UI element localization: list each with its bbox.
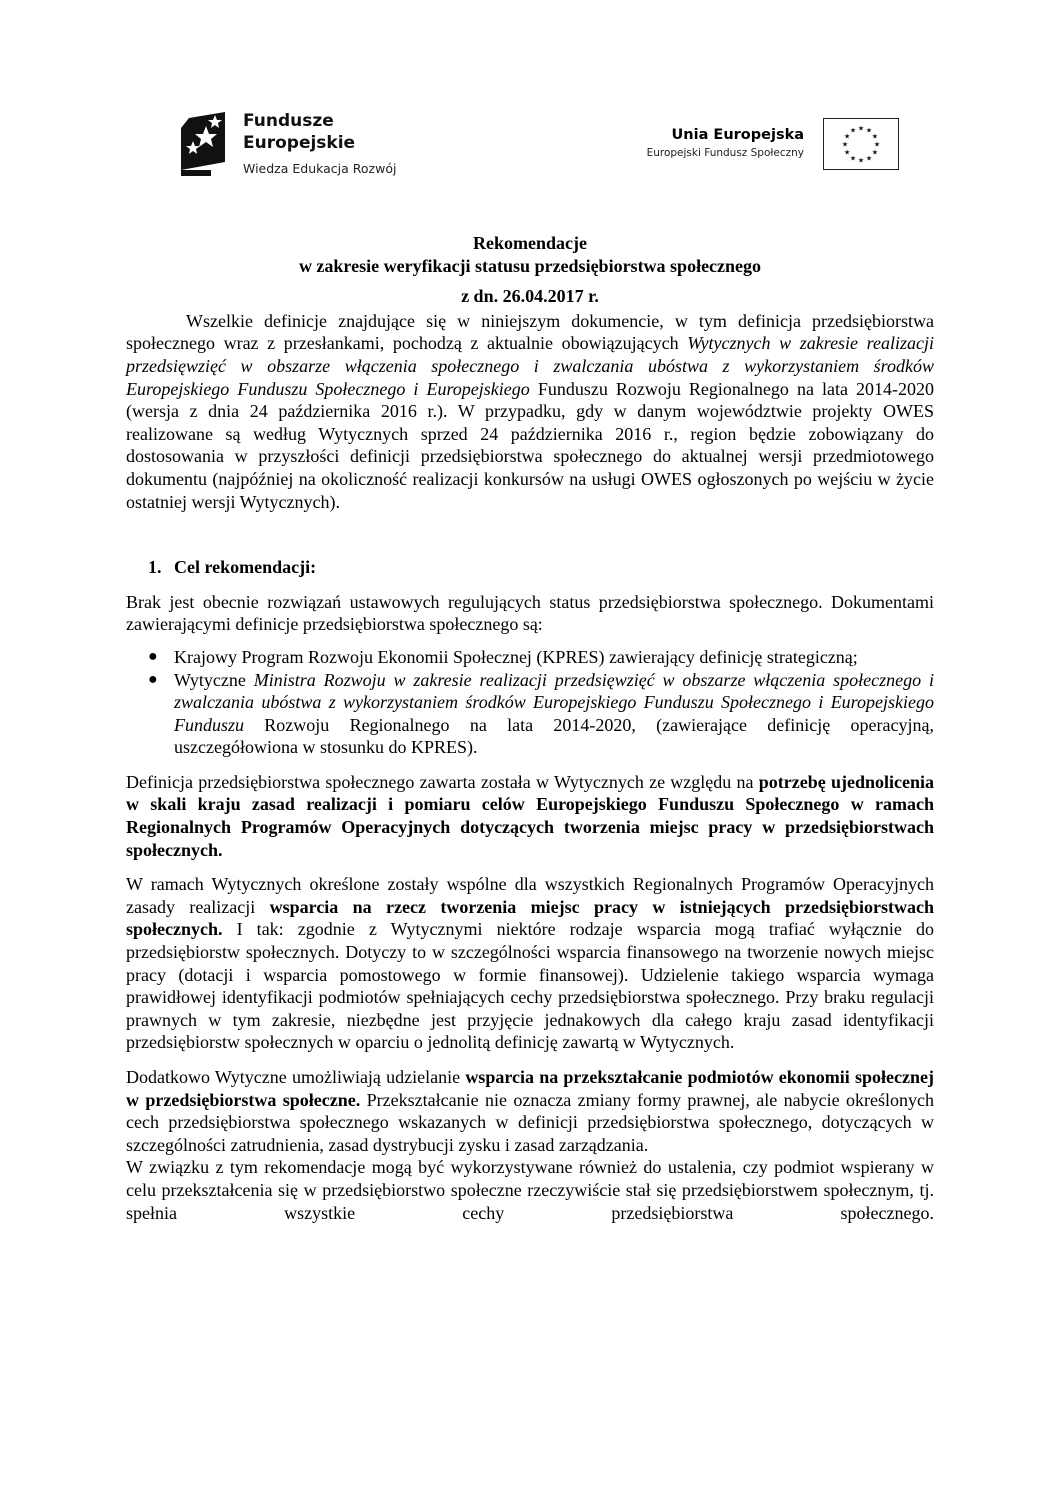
para3-bold: wsparcia na rzecz tworzenia miejsc pracy w istniejących przedsiębiorstwach społecznych. <box>126 896 935 940</box>
definitions-list <box>126 646 934 759</box>
eu-star-icon: ★ <box>857 124 865 133</box>
list-item <box>126 669 934 759</box>
document-body <box>126 232 934 1224</box>
intro-text-2: Funduszu Rozwoju Regionalnego na lata 2014-2020 (wersja z dnia 24 października 2016 r.). W przypadku, gdy w danym województwie projekty OWES realizowane są według Wytycznych sprzed 24 października 2016 r., region będzie zobowiązany do dostosowania w przyszłości definicji przedsiębiorstwa społecznego do aktualnej wersji przedmiotowego dokumentu (najpóźniej na okoliczność realizacji konkursów na usługi OWES ogłoszonych po wejściu w życie ostatniej wersji Wytycznych). <box>126 378 934 512</box>
logo-ue-title: Unia Europejska <box>671 127 804 143</box>
para3-text: W ramach Wytycznych określone zostały wspólne dla wszystkich Regionalnych Programów Operacyjnych zasady realizacji <box>126 874 934 917</box>
paragraph-verification: W związku z tym rekomendacje mogą być wykorzystywane również do ustalenia, czy podmiot wspierany w celu przekształcenia się w przedsiębiorstwo społeczne rzeczywiście stał się przedsiębiorstwem społecznym, tj. spełnia wszystkie cechy przedsiębiorstwa społecznego. <box>126 1157 934 1223</box>
unia-europejska-logo <box>619 115 899 175</box>
bullet-icon: ● <box>148 647 158 665</box>
eu-star-icon: ★ <box>865 126 873 135</box>
fundusze-europejskie-logo <box>181 110 421 190</box>
list-item-italic: Ministra Rozwoju w zakresie realizacji przedsięwzięć w obszarze włączenia społecznego i zwalczania ubóstwa z wykorzystaniem środków Europejskiego Funduszu Społecznego i Europejskiego Funduszu <box>174 669 934 735</box>
eu-star-icon: ★ <box>857 156 865 165</box>
eu-star-icon: ★ <box>873 140 881 149</box>
bullet-icon: ● <box>148 670 158 688</box>
intro-italic: Wytycznych w zakresie realizacji przedsięwzięć w obszarze włączenia społecznego i zwalczania ubóstwa z wykorzystaniem środków Europejskiego Funduszu Społecznego i Europejskiego <box>126 333 934 399</box>
document-title <box>126 232 934 277</box>
para4-text-2: Przekształcanie nie oznacza zmiany formy prawnej, ale nabycie określonych cech przedsiębiorstwa społecznego wskazanych w definicji przedsiębiorstwa społecznego, dotyczących w szczególności zatrudnienia, zasad dystrybucji zysku i zasad zarządzania. <box>126 1089 934 1155</box>
eu-star-icon: ★ <box>849 126 857 135</box>
logo-ue-subtitle: Europejski Fundusz Społeczny <box>646 147 804 159</box>
intro-text-1: Wszelkie definicje znajdujące się w niniejszym dokumencie, w tym definicja przedsiębiorstwa społecznego wraz z przesłankami, pochodzą z aktualnie obowiązujących <box>126 310 934 354</box>
list-item-text: Krajowy Program Rozwoju Ekonomii Społecznej (KPRES) zawierający definicję strategiczną; <box>174 646 858 667</box>
list-item <box>126 646 934 669</box>
fundusze-europejskie-mark-icon <box>181 112 231 176</box>
paragraph-definition <box>126 771 934 861</box>
section-lead: Brak jest obecnie rozwiązań ustawowych regulujących status przedsiębiorstwa społecznego. Dokumentami zawierającymi definicje przedsiębiorstwa społecznego są: <box>126 591 934 635</box>
section-title: Cel rekomendacji: <box>174 557 317 578</box>
title-line-2: w zakresie weryfikacji statusu przedsiębiorstwa społecznego <box>298 255 762 276</box>
list-item-pre: Wytyczne <box>174 669 254 690</box>
list-item-post: Rozwoju Regionalnego na lata 2014-2020, (zawierające definicję operacyjną, uszczegółowiona w stosunku do KPRES). <box>174 714 934 758</box>
section-number: 1. <box>148 557 162 578</box>
section-heading <box>148 556 934 579</box>
eu-star-icon: ★ <box>841 140 849 149</box>
para4-text: Dodatkowo Wytyczne umożliwiają udzielanie <box>126 1067 466 1087</box>
eu-star-icon: ★ <box>865 154 873 163</box>
eu-flag-icon <box>823 118 899 170</box>
eu-star-icon: ★ <box>849 154 857 163</box>
para3-text-2: I tak: zgodnie z Wytycznymi niektóre rodzaje wsparcia mogą trafiać wyłącznie do przedsiębiorstw społecznych. Dotyczy to w szczególności wsparcia finansowego na tworzenie nowych miejsc pracy (dotacji i wsparcia pomostowego w formie finansowej). Udzielenie takiego wsparcia wymaga prawidłowej identyfikacji podmiotów spełniających cechy przedsiębiorstwa społecznego. Przy braku regulacji prawnych w tym zakresie, niezbędne jest przyjęcie jednakowych dla całego kraju zasad identyfikacji przedsiębiorstw społecznych w oparciu o jednolitą definicję zawartą w Wytycznych. <box>126 919 934 1053</box>
paragraph-transformation <box>126 1066 934 1156</box>
title-line-1: Rekomendacje <box>473 233 587 253</box>
paragraph-support <box>126 873 934 1054</box>
eu-star-icon: ★ <box>844 148 851 157</box>
intro-paragraph <box>126 310 934 513</box>
document-date: z dn. 26.04.2017 r. <box>461 286 599 307</box>
eu-star-icon: ★ <box>871 148 878 157</box>
logo-europejskie-text: Europejskie <box>243 133 356 153</box>
eu-star-icon: ★ <box>844 132 851 141</box>
para2-bold: potrzebę ujednolicenia w skali kraju zasad realizacji i pomiaru celów Europejskiego Funduszu Społecznego w ramach Regionalnych Programów Operacyjnych dotyczących tworzenia miejsc pracy w przedsiębiorstwach społecznych. <box>126 771 934 860</box>
logo-tagline: Wiedza Edukacja Rozwój <box>243 161 397 176</box>
para2-text: Definicja przedsiębiorstwa społecznego zawarta została w Wytycznych ze względu na <box>126 771 759 792</box>
para4-bold: wsparcia na przekształcanie podmiotów ekonomii społecznej w przedsiębiorstwa społeczne. <box>126 1067 934 1110</box>
logo-fundusze-text: Fundusze <box>243 111 334 131</box>
eu-star-icon: ★ <box>871 132 878 141</box>
